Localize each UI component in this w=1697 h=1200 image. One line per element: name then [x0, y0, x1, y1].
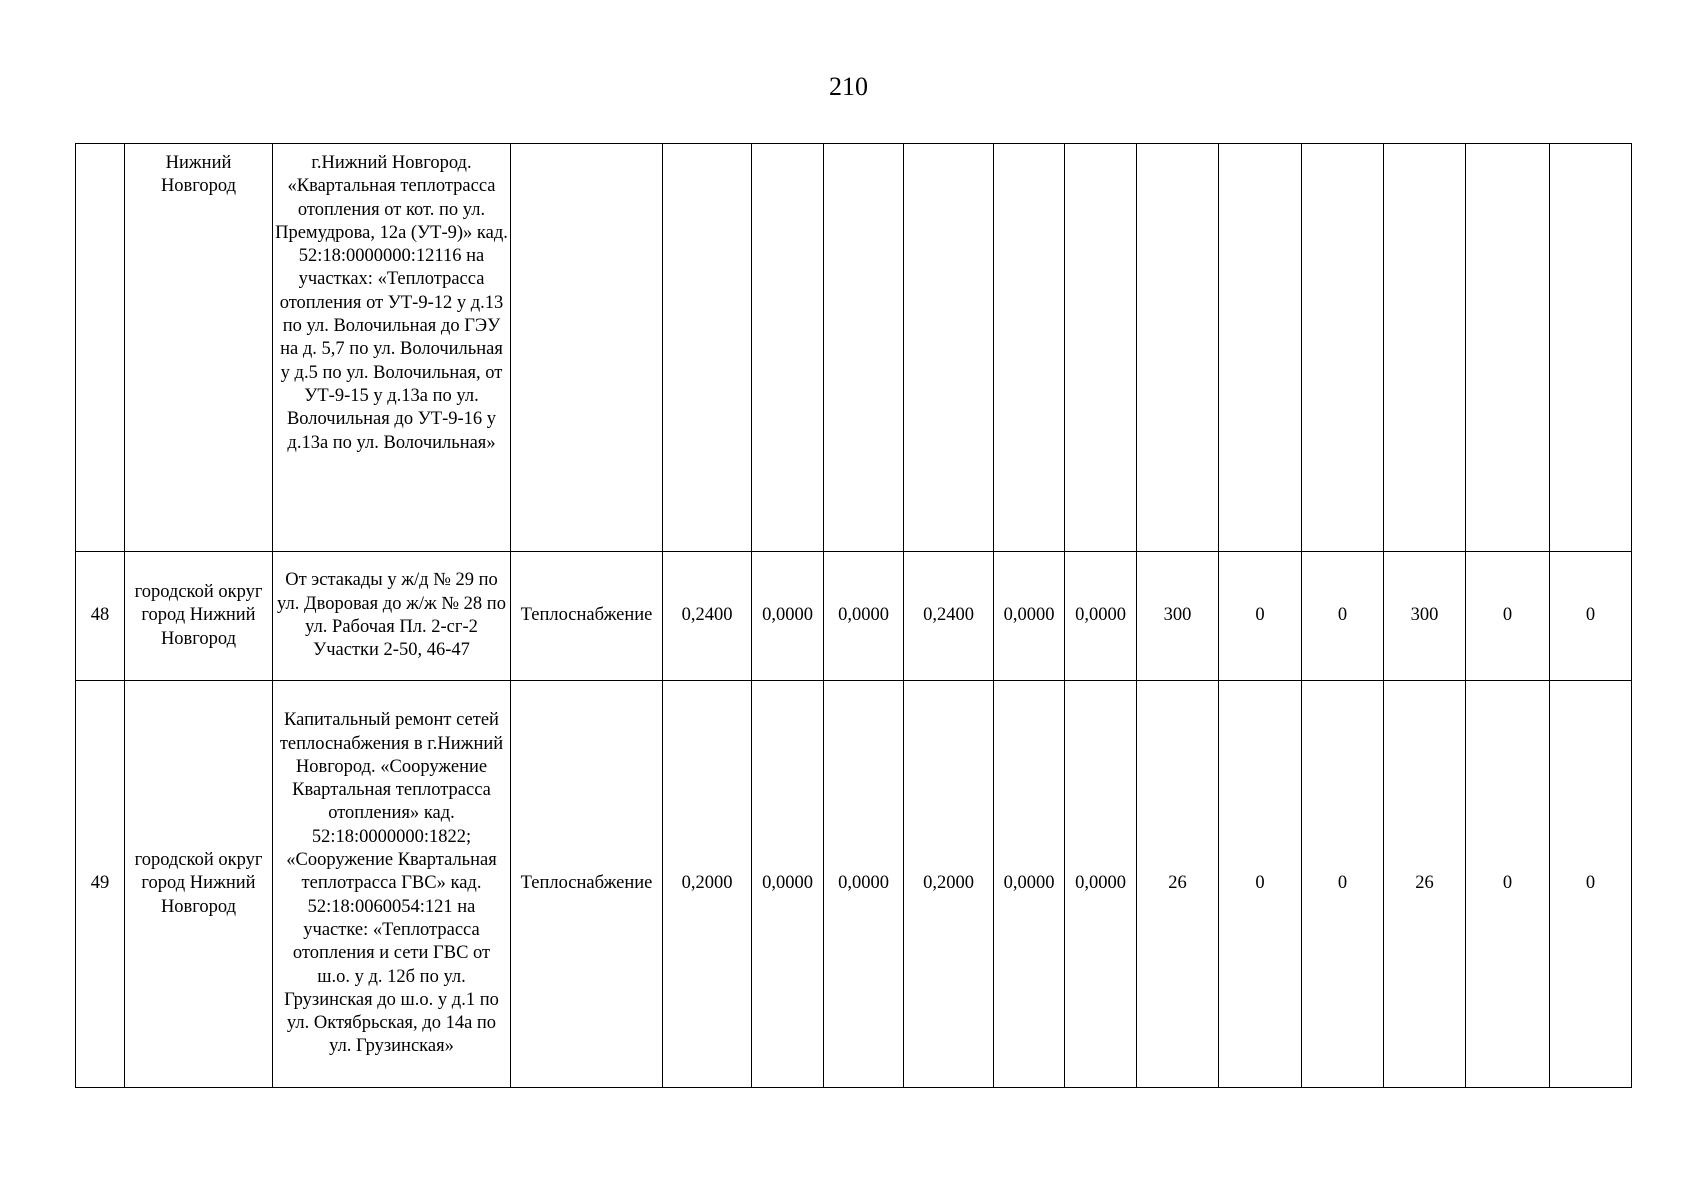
value-cell	[752, 144, 824, 552]
value-cell: 0,0000	[994, 681, 1065, 1088]
data-table	[75, 143, 1632, 1088]
municipality-cell: городской округ город Нижний Новгород	[125, 681, 273, 1088]
value-cell	[1466, 144, 1550, 552]
value-cell	[1302, 144, 1384, 552]
municipality-cell: городской округ город Нижний Новгород	[125, 552, 273, 681]
value-cell: 0,0000	[1065, 552, 1137, 681]
value-cell: 0	[1219, 552, 1302, 681]
municipality-cell: Нижний Новгород	[125, 144, 273, 552]
value-cell: 300	[1137, 552, 1219, 681]
value-cell	[994, 144, 1065, 552]
type-cell: Теплоснабжение	[511, 552, 663, 681]
type-cell	[511, 144, 663, 552]
row-number: 49	[76, 681, 125, 1088]
value-cell: 26	[1384, 681, 1466, 1088]
value-cell: 0,0000	[752, 552, 824, 681]
value-cell: 0,0000	[1065, 681, 1137, 1088]
row-number	[76, 144, 125, 552]
value-cell: 0,2400	[663, 552, 752, 681]
table-row	[76, 144, 1632, 552]
value-cell: 0	[1302, 552, 1384, 681]
value-cell: 0,0000	[752, 681, 824, 1088]
value-cell	[663, 144, 752, 552]
row-number: 48	[76, 552, 125, 681]
value-cell: 0,2000	[663, 681, 752, 1088]
value-cell	[1065, 144, 1137, 552]
value-cell: 0	[1550, 681, 1632, 1088]
value-cell	[1550, 144, 1632, 552]
value-cell: 0	[1466, 552, 1550, 681]
value-cell	[1137, 144, 1219, 552]
value-cell	[904, 144, 994, 552]
value-cell: 0,2400	[904, 552, 994, 681]
value-cell: 0	[1302, 681, 1384, 1088]
table-row	[76, 681, 1632, 1088]
table-row	[76, 552, 1632, 681]
value-cell	[1384, 144, 1466, 552]
value-cell: 0,0000	[994, 552, 1065, 681]
value-cell: 0,0000	[824, 552, 904, 681]
value-cell	[824, 144, 904, 552]
object-cell: От эстакады у ж/д № 29 по ул. Дворовая до ж/ж № 28 по ул. Рабочая Пл. 2-сг-2 Участки 2-50, 46-47	[273, 552, 511, 681]
value-cell	[1219, 144, 1302, 552]
value-cell: 26	[1137, 681, 1219, 1088]
object-cell: г.Нижний Новгород. «Квартальная теплотрасса отопления от кот. по ул. Премудрова, 12а (УТ-9)» кад. 52:18:0000000:12116 на участках: «Теплотрасса отопления от УТ-9-12 у д.13 по ул. Волочильная до ГЭУ на д. 5,7 по ул. Волочильная у д.5 по ул. Волочильная, от УТ-9-15 у д.13а по ул. Волочильная до УТ-9-16 у д.13а по ул. Волочильная»	[273, 144, 511, 552]
value-cell: 300	[1384, 552, 1466, 681]
value-cell: 0	[1466, 681, 1550, 1088]
object-cell: Капитальный ремонт сетей теплоснабжения в г.Нижний Новгород. «Сооружение Квартальная теплотрасса отопления» кад. 52:18:0000000:1822; «Сооружение Квартальная теплотрасса ГВС» кад. 52:18:0060054:121 на участке: «Теплотрасса отопления и сети ГВС от ш.о. у д. 12б по ул. Грузинская до ш.о. у д.1 по ул. Октябрьская, до 14а по ул. Грузинская»	[273, 681, 511, 1088]
value-cell: 0,0000	[824, 681, 904, 1088]
value-cell: 0	[1550, 552, 1632, 681]
page-number: 210	[829, 72, 868, 101]
value-cell: 0,2000	[904, 681, 994, 1088]
type-cell: Теплоснабжение	[511, 681, 663, 1088]
value-cell: 0	[1219, 681, 1302, 1088]
